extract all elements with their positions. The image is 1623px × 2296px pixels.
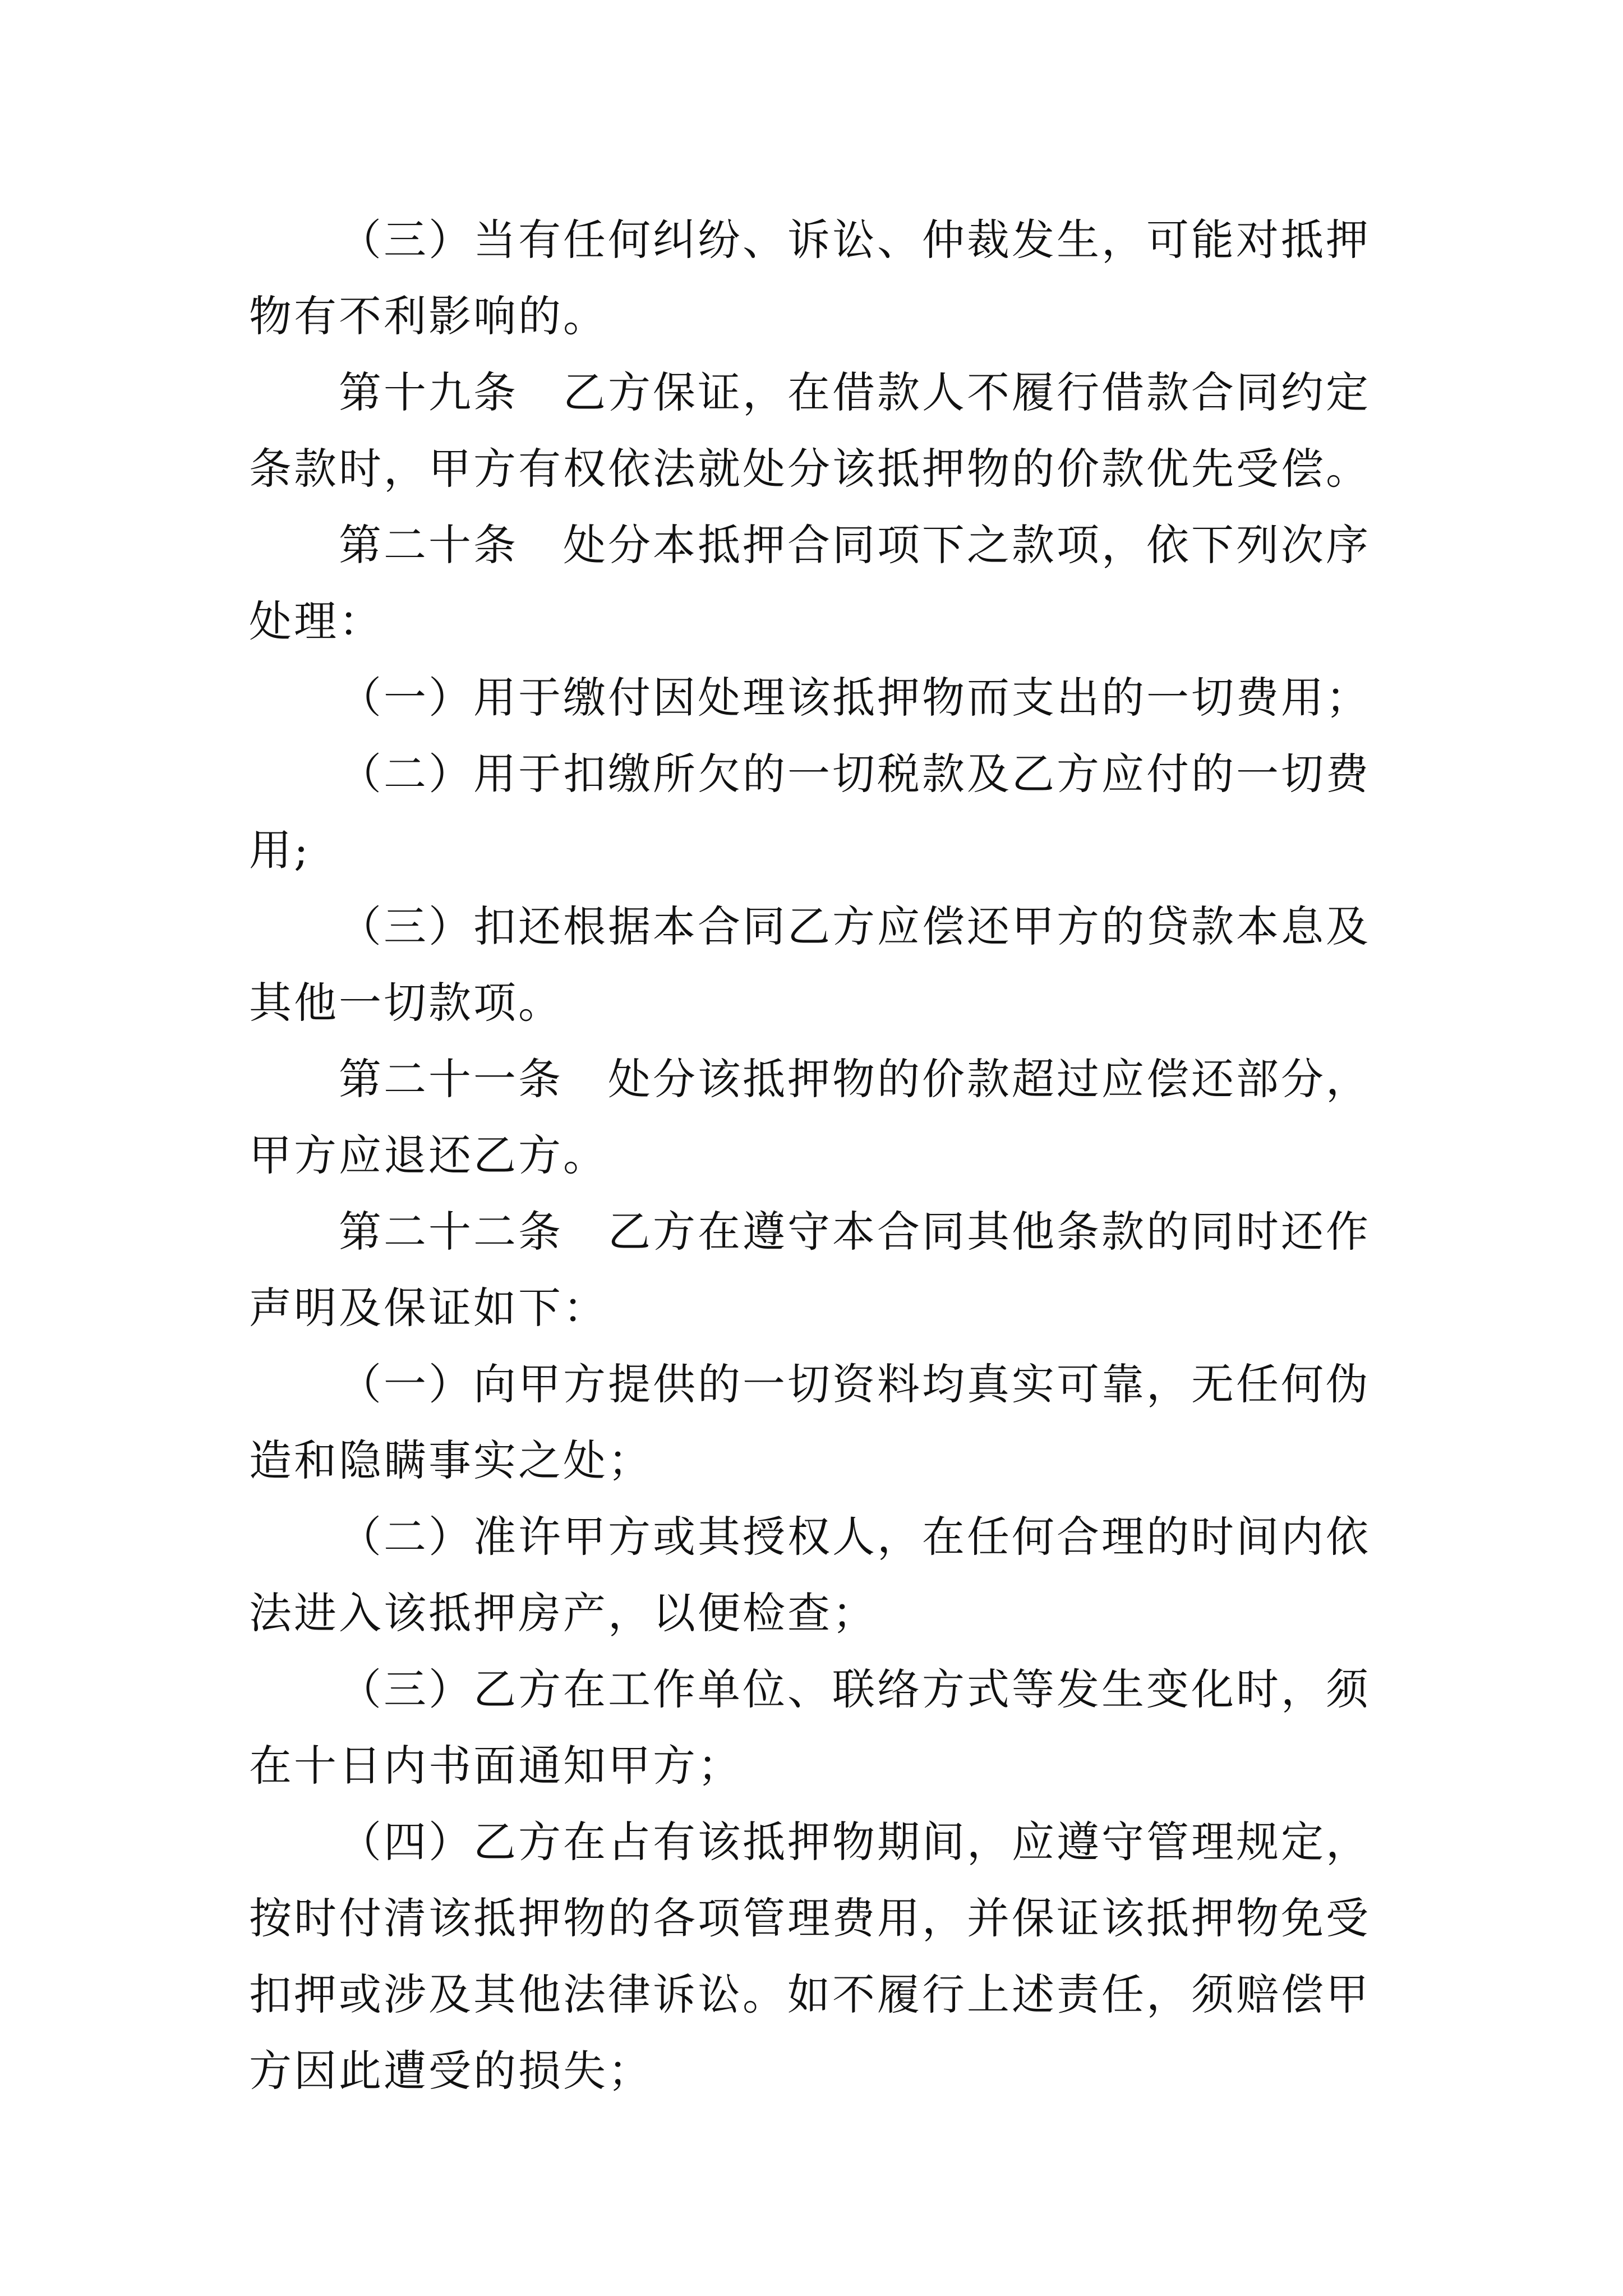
- paragraph-item-3-adverse-effect: （三）当有任何纠纷、诉讼、仲裁发生，可能对抵押物有不利影响的。: [249, 215, 1371, 341]
- article-21: 第二十一条 处分该抵押物的价款超过应偿还部分，甲方应退还乙方。: [249, 1054, 1371, 1180]
- article-19: 第十九条 乙方保证，在借款人不履行借款合同约定条款时，甲方有权依法就处分该抵押物的价款优先受偿。: [249, 367, 1371, 494]
- article-20-item-3: （三）扣还根据本合同乙方应偿还甲方的贷款本息及其他一切款项。: [249, 901, 1371, 1028]
- article-22-item-3: （三）乙方在工作单位、联络方式等发生变化时，须在十日内书面通知甲方；: [249, 1664, 1371, 1791]
- article-22-item-1: （一）向甲方提供的一切资料均真实可靠，无任何伪造和隐瞒事实之处；: [249, 1359, 1371, 1485]
- article-20: 第二十条 处分本抵押合同项下之款项，依下列次序处理：: [249, 520, 1371, 646]
- document-body: [249, 202, 1371, 2109]
- article-22-item-2: （二）准许甲方或其授权人，在任何合理的时间内依法进入该抵押房产，以便检查；: [249, 1512, 1371, 1638]
- article-20-item-2: （二）用于扣缴所欠的一切税款及乙方应付的一切费用;: [249, 749, 1371, 875]
- article-20-item-1: （一）用于缴付因处理该抵押物而支出的一切费用；: [339, 673, 1371, 723]
- article-22-item-4: （四）乙方在占有该抵押物期间，应遵守管理规定，按时付清该抵押物的各项管理费用，并保证该抵押物免受扣押或涉及其他法律诉讼。如不履行上述责任，须赔偿甲方因此遭受的损失；: [249, 1817, 1371, 2096]
- article-22: 第二十二条 乙方在遵守本合同其他条款的同时还作声明及保证如下：: [249, 1207, 1371, 1333]
